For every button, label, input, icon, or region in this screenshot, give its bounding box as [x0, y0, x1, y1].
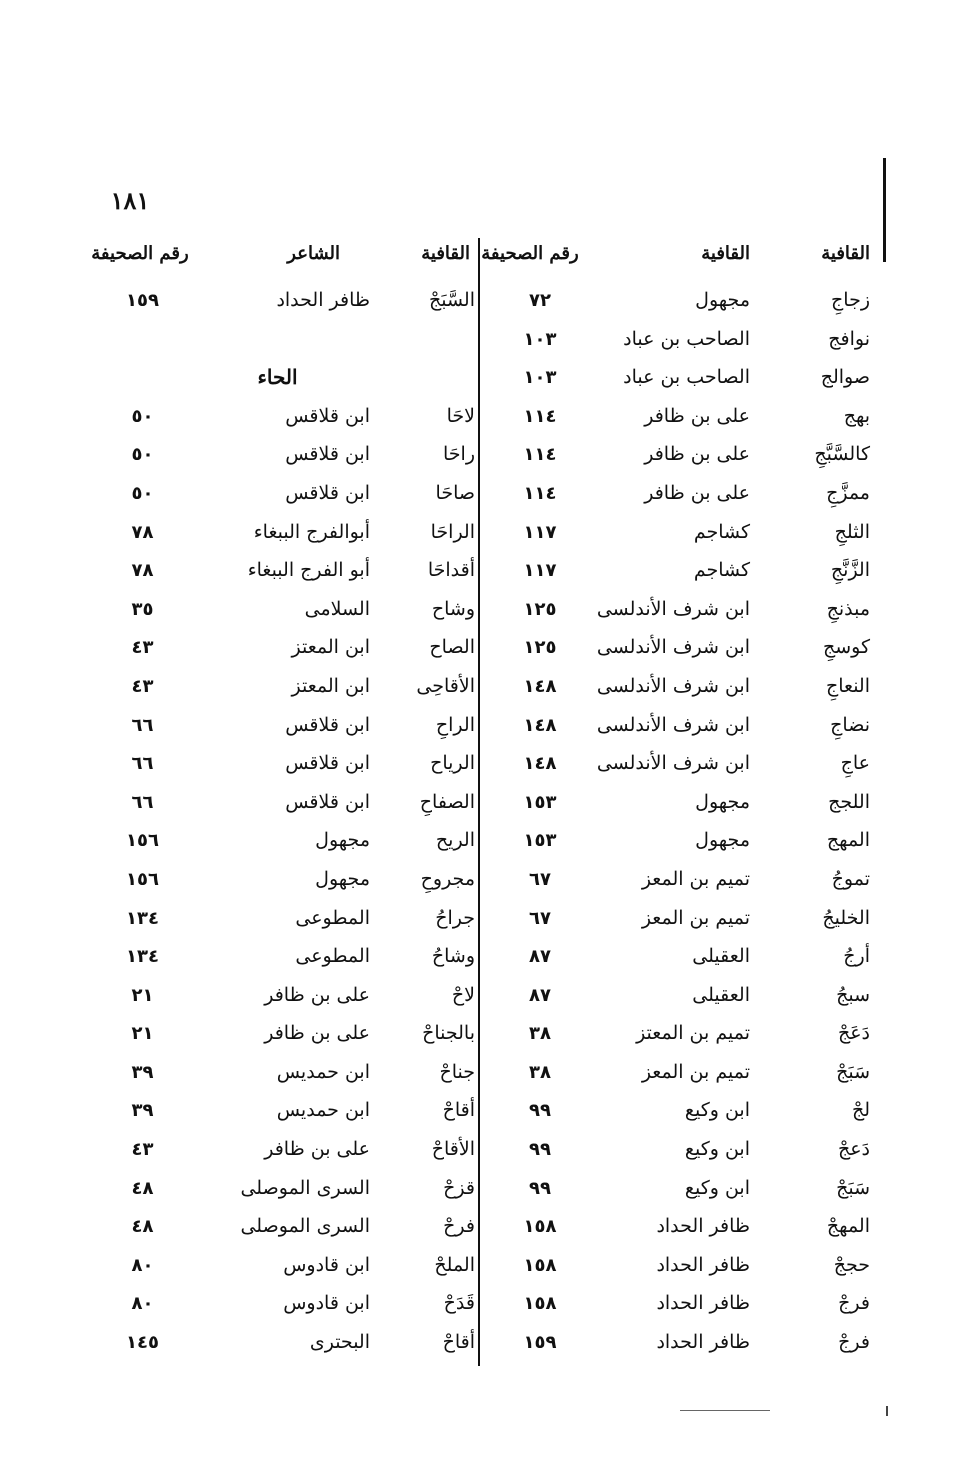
poet-cell: ابن وكيع [684, 1138, 750, 1161]
page-number-cell: ٤٣ [131, 675, 154, 697]
poet-cell: تميم بن المعز [641, 867, 750, 890]
rhyme-cell: أرجُ [843, 945, 870, 968]
table-row [80, 1053, 475, 1092]
page-number-cell: ١٠٣ [523, 328, 557, 350]
rhyme-cell: صوالج [820, 366, 870, 389]
table-row [480, 590, 870, 629]
poet-cell: ابن قادوس [283, 1292, 370, 1315]
rhyme-cell: نضاجِ [830, 713, 870, 736]
page-number-cell: ١٥٩ [126, 290, 159, 311]
rhyme-cell: الأقاحِى [416, 674, 475, 697]
right-header-page: رقم الصحيفة [481, 243, 579, 264]
table-row [80, 590, 475, 629]
poet-cell: على بن ظافر [264, 1022, 370, 1045]
table-row [80, 1169, 475, 1208]
table-row [480, 281, 870, 320]
poet-cell: ظافر الحداد [276, 289, 370, 311]
poet-cell: السرى الموصلى [240, 1176, 370, 1199]
page-number-cell: ٣٩ [131, 1100, 154, 1122]
table-row [80, 821, 475, 860]
table-row [480, 397, 870, 436]
poet-cell: ابن شرف الأندلسى [596, 752, 750, 775]
poet-cell: ظافر الحداد [656, 1331, 750, 1354]
rhyme-cell: الراحَا [430, 520, 475, 543]
table-row [480, 435, 870, 474]
page-number-cell: ٧٢ [529, 290, 551, 311]
left-header-poet: الشاعر [287, 243, 340, 264]
page-number-cell: ١٥٦ [126, 830, 159, 852]
rhyme-cell: مجروحِ [420, 867, 475, 890]
table-row [80, 513, 475, 552]
poet-cell: ابن قلاقس [285, 404, 370, 427]
page-number: ١٨١ [110, 186, 150, 215]
poet-cell: أبو الفرج الببغاء [247, 559, 370, 582]
rhyme-cell: قَدَحْ [443, 1292, 475, 1315]
table-row [480, 744, 870, 783]
table-row [480, 1091, 870, 1130]
poet-cell: تميم بن المعتز [636, 1022, 750, 1045]
poet-cell: ابن قادوس [283, 1253, 370, 1276]
table-row [480, 899, 870, 938]
rhyme-cell: زجاجِ [831, 289, 870, 311]
table-row [80, 320, 475, 359]
rhyme-cell: المهج [826, 829, 870, 852]
rhyme-cell: سَبَجْ [836, 1176, 870, 1199]
page-number-cell: ١٥٨ [523, 1293, 557, 1315]
page-number-cell: ٤٨ [131, 1216, 154, 1238]
poet-cell: السلامى [304, 597, 370, 620]
table-row [80, 551, 475, 590]
page-number-cell: ٦٦ [131, 714, 154, 736]
page-number-cell: ٩٩ [529, 1139, 551, 1161]
table-row [80, 474, 475, 513]
rhyme-cell: فرحْ [443, 1215, 475, 1238]
table-row [80, 899, 475, 938]
rhyme-cell: بهج [843, 404, 870, 427]
rhyme-cell: تموجُ [831, 867, 870, 890]
table-row [80, 860, 475, 899]
rhyme-cell: الأقاحْ [431, 1138, 475, 1161]
poet-cell: البحترى [309, 1331, 370, 1354]
page-number-cell: ٨٠ [131, 1293, 154, 1315]
table-row [80, 1014, 475, 1053]
table-row [480, 706, 870, 745]
table-row [80, 783, 475, 822]
page-number-cell: ٥٠ [131, 444, 154, 466]
poet-cell: مجهول [695, 289, 750, 311]
rhyme-cell: اللجج [828, 790, 870, 813]
page-number-cell: ٢١ [131, 1023, 154, 1045]
poet-cell: السرى الموصلى [240, 1215, 370, 1238]
rhyme-cell: بالجناحْ [422, 1022, 475, 1045]
poet-cell: ابن شرف الأندلسى [596, 636, 750, 659]
rhyme-cell: دَعجْ [837, 1138, 870, 1161]
table-row [480, 667, 870, 706]
footer-mark [886, 1406, 888, 1416]
poet-cell: على بن ظافر [644, 481, 750, 504]
table-row [80, 1207, 475, 1246]
poet-cell: على بن ظافر [644, 443, 750, 466]
poet-cell: ابن قلاقس [285, 443, 370, 466]
poet-cell: ابن حمديس [276, 1099, 370, 1122]
page-number-cell: ٥٠ [131, 405, 154, 427]
poet-cell: ابن قلاقس [285, 713, 370, 736]
page-number-cell: ١٢٥ [523, 598, 557, 620]
poet-cell: ابن شرف الأندلسى [596, 674, 750, 697]
page-number-cell: ٦٦ [131, 791, 154, 813]
rhyme-cell: الرياح [430, 752, 475, 775]
rhyme-cell: الريح [435, 829, 475, 852]
page-number-cell: ٧٨ [131, 521, 154, 543]
poet-cell: العقيلى [692, 983, 750, 1006]
page-number-cell: ٣٥ [131, 598, 154, 620]
page-number-cell: ١٢٥ [523, 637, 557, 659]
poet-cell: تميم بن المعز [641, 1060, 750, 1083]
page-number-cell: ٦٦ [131, 753, 154, 775]
table-row [80, 1284, 475, 1323]
page-number-cell: ١١٤ [523, 405, 557, 427]
page-number-cell: ٤٨ [131, 1177, 154, 1199]
poet-cell: ابن قلاقس [285, 481, 370, 504]
page-number-cell: ١٤٨ [523, 714, 557, 736]
rhyme-cell: لاحَا [446, 404, 475, 427]
page-number-cell: ١٥٣ [523, 791, 557, 813]
table-row [480, 628, 870, 667]
poet-cell: ابن وكيع [684, 1176, 750, 1199]
rhyme-cell: المهجْ [826, 1215, 870, 1238]
page-number-cell: ٤٣ [131, 637, 154, 659]
rhyme-cell: ممزَّجِ [826, 481, 870, 504]
poet-cell: كشاجم [693, 559, 750, 582]
table-row [480, 551, 870, 590]
rhyme-cell: عاجِ [840, 752, 870, 775]
page-number-cell: ١٥٣ [523, 830, 557, 852]
poet-cell: مجهول [315, 867, 370, 890]
rhyme-cell: قزحْ [443, 1176, 475, 1199]
table-row [80, 744, 475, 783]
table-row [80, 667, 475, 706]
poet-cell: أبوالفرج الببغاء [253, 520, 370, 543]
table-row [480, 1284, 870, 1323]
rhyme-cell: أقداحَا [427, 559, 475, 582]
poet-cell: ابن المعتز [291, 674, 370, 697]
page-number-cell: ٣٩ [131, 1061, 154, 1083]
page-number-cell: ٢١ [131, 984, 154, 1006]
page-number-cell: ٧٨ [131, 560, 154, 582]
table-row [480, 1246, 870, 1285]
rhyme-cell: وشاح [431, 597, 475, 620]
page-number-cell: ٩٩ [529, 1100, 551, 1122]
table-row [480, 821, 870, 860]
table-row [480, 1130, 870, 1169]
poet-cell: العقيلى [692, 945, 750, 968]
rhyme-cell: أقاحْ [442, 1099, 475, 1122]
page-number-cell: ١١٧ [523, 521, 557, 543]
rhyme-cell: الثلجِ [834, 520, 870, 543]
page-number-cell: ٨٧ [529, 946, 551, 968]
rhyme-cell: الخليجُ [822, 906, 870, 929]
section-title: الحاء [257, 365, 298, 390]
table-row [80, 628, 475, 667]
poet-cell: ظافر الحداد [656, 1215, 750, 1238]
poet-cell: الصاحب بن عباد [623, 327, 750, 350]
rhyme-cell: النعاجِ [825, 674, 870, 697]
poet-cell: مجهول [695, 790, 750, 813]
rhyme-cell: سبجُ [836, 983, 870, 1006]
page-number-cell: ٨٠ [131, 1254, 154, 1276]
poet-cell: على بن ظافر [264, 1138, 370, 1161]
poet-cell: ظافر الحداد [656, 1253, 750, 1276]
rhyme-cell: دَعَجْ [837, 1022, 870, 1045]
page-number-cell: ١٣٤ [126, 907, 159, 929]
table-row [80, 706, 475, 745]
page-number-cell: ١٤٨ [523, 675, 557, 697]
poet-cell: ابن حمديس [276, 1060, 370, 1083]
table-row [480, 1169, 870, 1208]
rhyme-cell: جناحْ [439, 1060, 475, 1083]
table-row [80, 1130, 475, 1169]
table-row [480, 860, 870, 899]
table-row [480, 358, 870, 397]
rhyme-cell: لجْ [851, 1099, 870, 1122]
footer-rule [680, 1410, 770, 1411]
page-number-cell: ٣٨ [529, 1061, 551, 1083]
poet-cell: على بن ظافر [264, 983, 370, 1006]
table-row [80, 1246, 475, 1285]
poet-cell: تميم بن المعز [641, 906, 750, 929]
rhyme-cell: السَّبَجْ [428, 289, 475, 311]
left-header-page: رقم الصحيفة [91, 243, 189, 264]
right-header-poet: القافية [701, 243, 750, 264]
poet-cell: ابن قلاقس [285, 790, 370, 813]
rhyme-cell: كالسَّبَّجِ [814, 443, 870, 466]
table-row [480, 1053, 870, 1092]
right-header-rhyme: القافية [821, 243, 870, 264]
poet-cell: المطوعى [295, 906, 370, 929]
table-row [480, 783, 870, 822]
poet-cell: كشاجم [693, 520, 750, 543]
table-row [480, 1323, 870, 1362]
left-header-rhyme: القافية [421, 243, 470, 264]
table-row [80, 1323, 475, 1362]
rhyme-cell: أقاحْ [442, 1331, 475, 1354]
rhyme-cell: راحَا [443, 443, 475, 466]
poet-cell: المطوعى [295, 945, 370, 968]
page-number-cell: ٤٣ [131, 1139, 154, 1161]
page-number-cell: ٦٧ [529, 907, 551, 929]
rhyme-cell: كوسجِ [822, 636, 870, 659]
rhyme-cell: فرجْ [838, 1292, 870, 1315]
rhyme-cell: فرجْ [838, 1331, 870, 1354]
poet-cell: ابن قلاقس [285, 752, 370, 775]
page-number-cell: ٦٧ [529, 868, 551, 890]
rhyme-cell: لاحْ [451, 983, 475, 1006]
table-row [80, 1091, 475, 1130]
rhyme-cell: الصاح [429, 636, 475, 659]
page-number-cell: ١٤٨ [523, 753, 557, 775]
table-row [80, 358, 475, 397]
rhyme-cell: الراحِ [435, 713, 475, 736]
rhyme-cell: حججْ [833, 1253, 870, 1276]
rhyme-cell: نوافج [828, 327, 870, 350]
right-index-table [480, 281, 870, 1362]
rhyme-cell: وشاحُ [431, 945, 475, 968]
table-row [480, 1014, 870, 1053]
table-row [80, 281, 475, 320]
table-row [480, 1207, 870, 1246]
table-row [480, 937, 870, 976]
table-row [80, 976, 475, 1015]
page-number-cell: ٩٩ [529, 1177, 551, 1199]
poet-cell: ابن المعتز [291, 636, 370, 659]
poet-cell: ابن شرف الأندلسى [596, 597, 750, 620]
rhyme-cell: سَبَجْ [836, 1060, 870, 1083]
page-number-cell: ١٥٨ [523, 1254, 557, 1276]
table-row [480, 976, 870, 1015]
rhyme-cell: الصفاحِ [419, 790, 475, 813]
margin-rule [883, 158, 886, 262]
page-number-cell: ١١٤ [523, 482, 557, 504]
page-number-cell: ١١٤ [523, 444, 557, 466]
page-number-cell: ١١٧ [523, 560, 557, 582]
page-number-cell: ١٥٩ [523, 1332, 557, 1354]
table-row [80, 937, 475, 976]
rhyme-cell: الزَّنَّجِ [830, 559, 870, 582]
rhyme-cell: صاحَا [435, 481, 475, 504]
poet-cell: ابن وكيع [684, 1099, 750, 1122]
left-index-table [80, 281, 475, 1362]
page-number-cell: ٣٨ [529, 1023, 551, 1045]
page-number-cell: ١٠٣ [523, 367, 557, 389]
poet-cell: ابن شرف الأندلسى [596, 713, 750, 736]
poet-cell: ظافر الحداد [656, 1292, 750, 1315]
poet-cell: مجهول [695, 829, 750, 852]
page-number-cell: ٨٧ [529, 984, 551, 1006]
rhyme-cell: الملحْ [434, 1253, 475, 1276]
page-number-cell: ٥٠ [131, 482, 154, 504]
page-number-cell: ١٤٥ [126, 1332, 159, 1354]
table-row [480, 513, 870, 552]
poet-cell: على بن ظافر [644, 404, 750, 427]
table-row [480, 474, 870, 513]
page-number-cell: ١٣٤ [126, 946, 159, 968]
poet-cell: الصاحب بن عباد [623, 366, 750, 389]
page-number-cell: ١٥٨ [523, 1216, 557, 1238]
table-row [80, 435, 475, 474]
rhyme-cell: جراحُ [435, 906, 475, 929]
poet-cell: مجهول [315, 829, 370, 852]
table-row [80, 397, 475, 436]
rhyme-cell: مبذنجِ [826, 597, 870, 620]
table-row [480, 320, 870, 359]
page-number-cell: ١٥٦ [126, 868, 159, 890]
